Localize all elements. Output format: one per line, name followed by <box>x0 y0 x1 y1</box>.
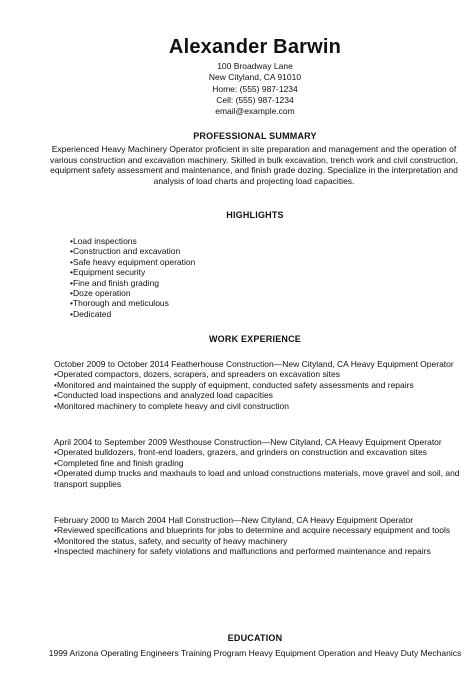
experience-heading: WORK EXPERIENCE <box>208 334 301 344</box>
job-bullet: •Completed fine and finish grading <box>54 457 184 468</box>
candidate-name: Alexander Barwin <box>168 36 342 58</box>
home-phone: Home: (555) 987-1234 <box>212 83 298 94</box>
highlights-heading: HIGHLIGHTS <box>226 210 284 220</box>
job-entry-featherhouse <box>54 359 474 411</box>
highlights-list <box>70 236 370 319</box>
job-bullets <box>54 447 474 489</box>
highlight-item: •Fine and finish grading <box>70 277 159 288</box>
cell-phone: Cell: (555) 987-1234 <box>216 94 294 105</box>
address-line-2: New Cityland, CA 91010 <box>208 72 302 83</box>
summary-heading: PROFESSIONAL SUMMARY <box>193 131 317 141</box>
address-line-1: 100 Broadway Lane <box>217 61 293 71</box>
job-bullets <box>54 369 474 411</box>
job-bullet: •Inspected machinery for safety violations and malfunctions and performed maintenance and repairs <box>54 546 431 557</box>
job-bullets <box>54 525 474 556</box>
job-bullet: •Operated dump trucks and maxhauls to load and unload constructions materials, move gravel and soil, and transport supplies <box>54 468 460 489</box>
job-bullet: •Conducted load inspections and analyzed load capacities <box>54 390 273 401</box>
job-bullet: •Operated bulldozers, front-end loaders, grazers, and grinders on construction and excavation sites <box>54 447 427 458</box>
highlight-item: •Construction and excavation <box>70 246 181 257</box>
highlight-item: •Doze operation <box>70 288 131 299</box>
job-heading: October 2009 to October 2014 Featherhouse Construction—New Cityland, CA Heavy Equipment Operator <box>54 359 454 369</box>
highlight-item: •Safe heavy equipment operation <box>70 256 196 267</box>
contact-block <box>0 61 474 117</box>
email-address: email@example.com <box>215 106 295 117</box>
summary-text: Experienced Heavy Machinery Operator proficient in site preparation and management and the operation of various construction and excavation machinery. Skilled in bulk excavation, trench work and civil construction, equipment safety assessment and maintenance, and finish grade dozing. Specialize in the interpretation and analysis of load charts and projecting load capacities. <box>49 144 459 186</box>
highlight-item: •Equipment security <box>70 267 146 278</box>
highlight-item: •Load inspections <box>70 236 137 246</box>
job-heading: April 2004 to September 2009 Westhouse Construction—New Cityland, CA Heavy Equipment Operator <box>54 437 442 447</box>
job-bullet: •Monitored and maintained the supply of equipment, conducted safety assessments and repairs <box>54 379 414 390</box>
job-heading: February 2000 to March 2004 Hall Construction—New Cityland, CA Heavy Equipment Operator <box>54 515 414 525</box>
job-entry-hall <box>54 515 474 557</box>
education-text: 1999 Arizona Operating Engineers Training Program Heavy Equipment Operation and Heavy Duty Mechanics <box>48 648 462 658</box>
job-bullet: •Monitored the status, safety, and security of heavy machinery <box>54 535 288 546</box>
job-bullet: •Operated compactors, dozers, scrapers, and spreaders on excavation sites <box>54 369 340 380</box>
education-heading: EDUCATION <box>227 633 283 643</box>
job-bullet: •Reviewed specifications and blueprints for jobs to determine and acquire necessary equipment and tools <box>54 525 451 536</box>
highlight-item: •Dedicated <box>70 308 112 319</box>
job-bullet: •Monitored machinery to complete heavy and civil construction <box>54 400 289 411</box>
highlight-item: •Thorough and meticulous <box>70 298 169 309</box>
job-entry-westhouse <box>54 437 474 489</box>
